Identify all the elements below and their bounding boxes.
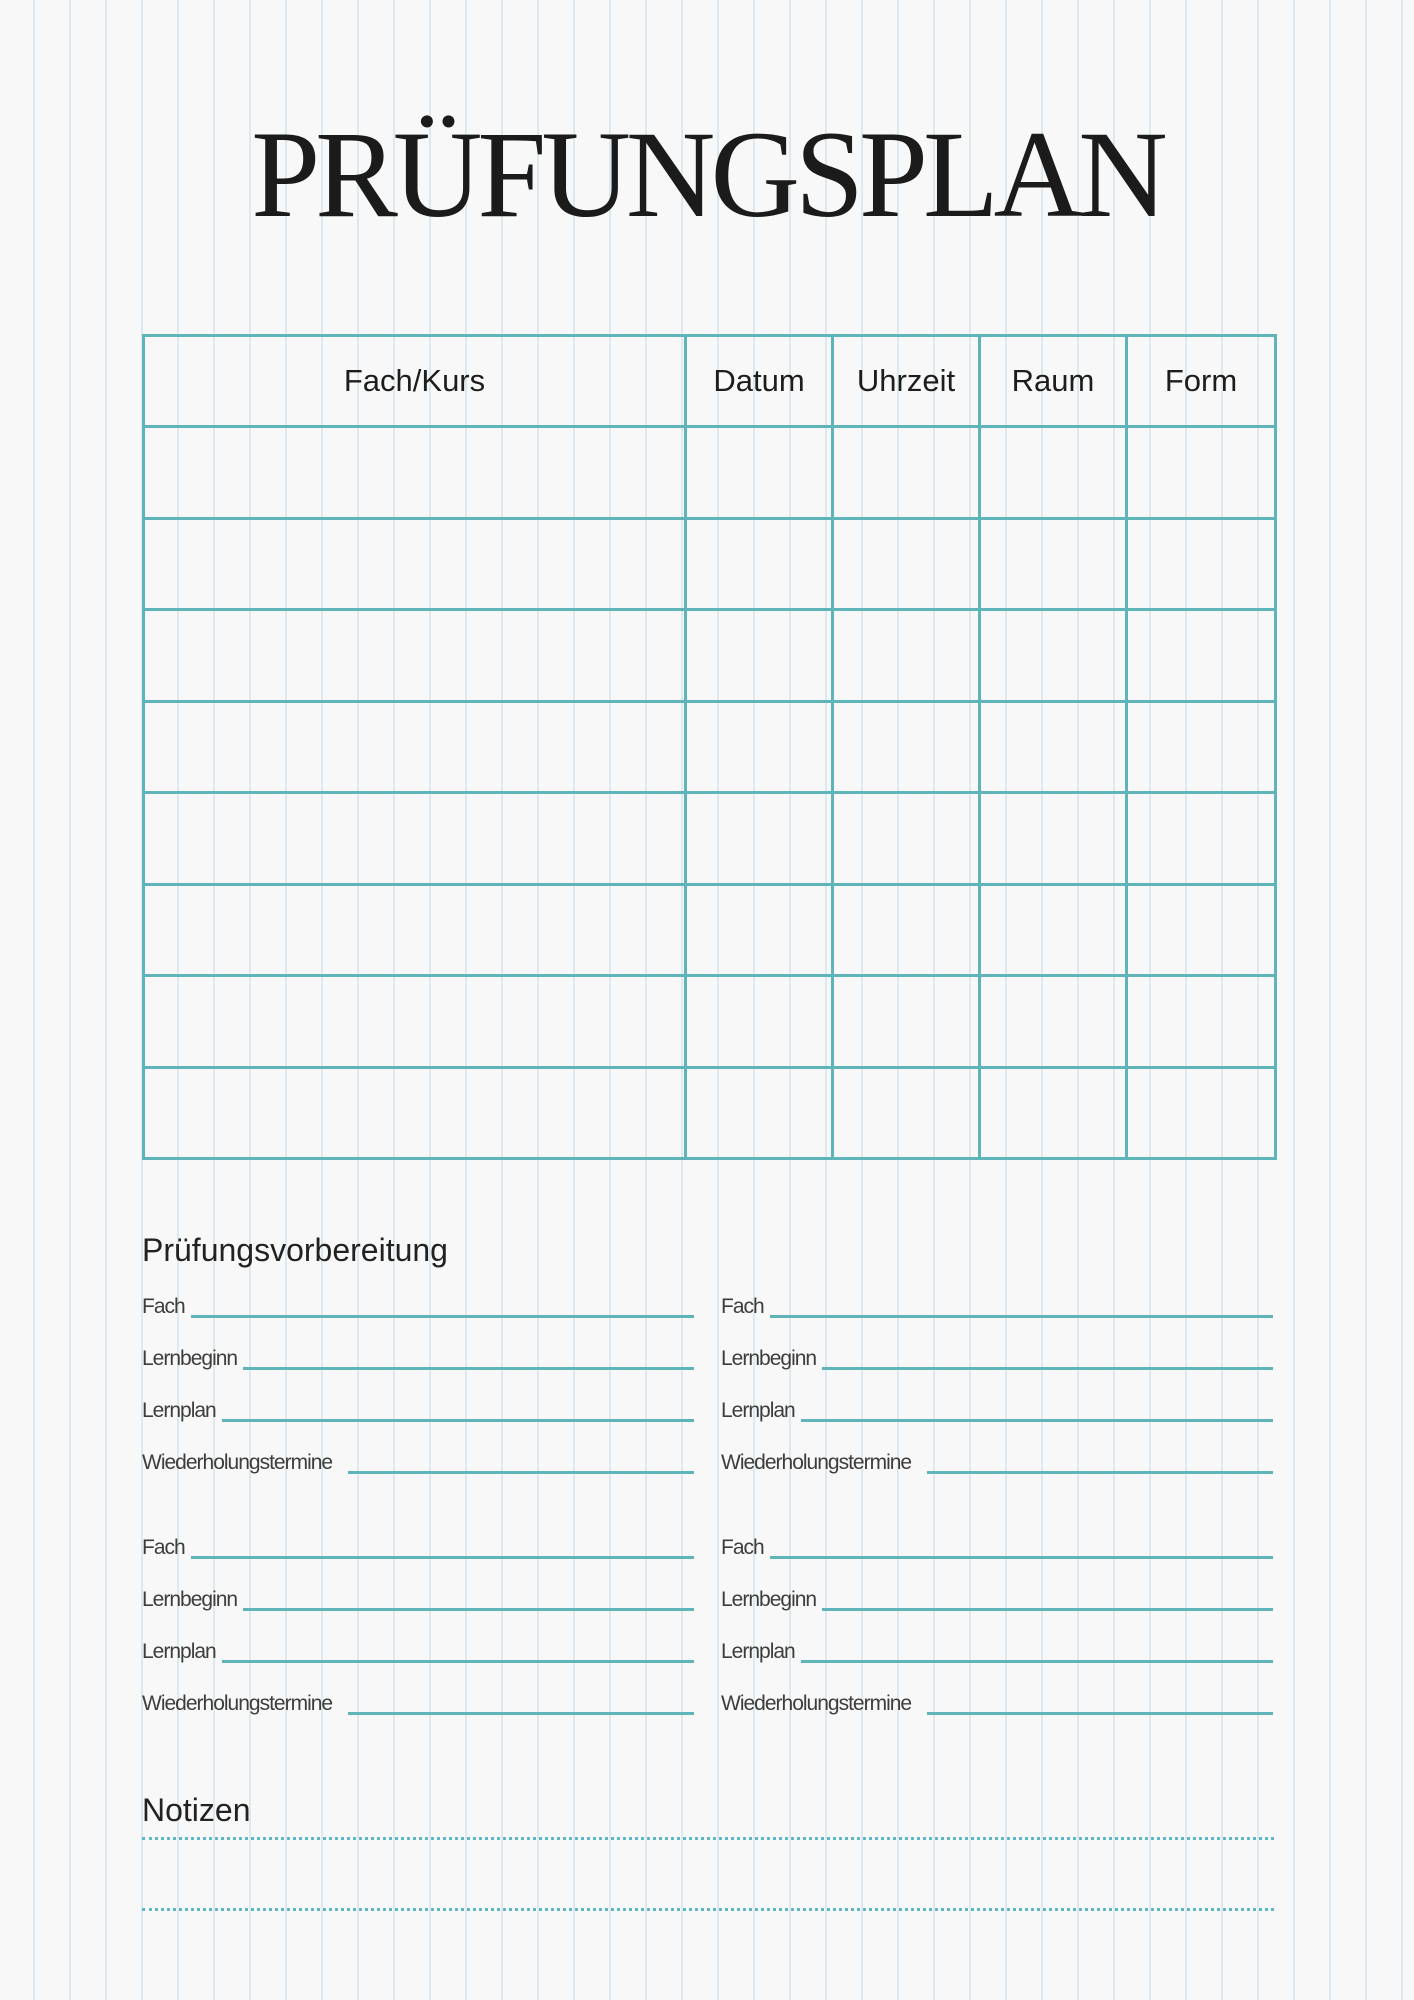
table-cell-room[interactable] bbox=[980, 1067, 1127, 1159]
table-row bbox=[144, 610, 1276, 702]
prep-label: Lernbeginn bbox=[721, 1588, 817, 1611]
prep-label: Lernplan bbox=[721, 1399, 795, 1422]
table-cell-date[interactable] bbox=[686, 427, 833, 519]
prep-field-study-plan[interactable] bbox=[721, 1627, 1273, 1667]
table-row bbox=[144, 884, 1276, 976]
column-header-time: Uhrzeit bbox=[833, 336, 980, 427]
prep-label: Fach bbox=[142, 1295, 185, 1318]
table-cell-date[interactable] bbox=[686, 701, 833, 793]
table-cell-time[interactable] bbox=[833, 884, 980, 976]
prep-field-subject[interactable] bbox=[721, 1523, 1273, 1563]
prep-label: Wiederholungstermine bbox=[142, 1451, 333, 1474]
table-cell-form[interactable] bbox=[1127, 701, 1276, 793]
write-line[interactable] bbox=[243, 1367, 694, 1370]
write-line[interactable] bbox=[348, 1471, 694, 1474]
write-line[interactable] bbox=[222, 1419, 694, 1422]
table-cell-time[interactable] bbox=[833, 610, 980, 702]
preparation-heading: Prüfungsvorbereitung bbox=[142, 1232, 448, 1268]
prep-field-study-start[interactable] bbox=[721, 1334, 1273, 1374]
write-line[interactable] bbox=[191, 1315, 694, 1318]
table-cell-room[interactable] bbox=[980, 884, 1127, 976]
write-line[interactable] bbox=[770, 1556, 1273, 1559]
column-header-date: Datum bbox=[686, 336, 833, 427]
page-title: PRÜFUNGSPLAN bbox=[251, 106, 1163, 243]
exam-schedule-table bbox=[142, 334, 1277, 1160]
table-cell-form[interactable] bbox=[1127, 793, 1276, 885]
table-cell-room[interactable] bbox=[980, 701, 1127, 793]
table-cell-time[interactable] bbox=[833, 976, 980, 1068]
table-cell-time[interactable] bbox=[833, 427, 980, 519]
prep-field-subject[interactable] bbox=[142, 1523, 694, 1563]
table-cell-date[interactable] bbox=[686, 1067, 833, 1159]
prep-label: Wiederholungstermine bbox=[721, 1692, 912, 1715]
prep-label: Wiederholungstermine bbox=[142, 1692, 333, 1715]
table-row bbox=[144, 1067, 1276, 1159]
write-line[interactable] bbox=[801, 1660, 1273, 1663]
write-line[interactable] bbox=[927, 1712, 1273, 1715]
table-cell-subject[interactable] bbox=[144, 610, 686, 702]
write-line[interactable] bbox=[222, 1660, 694, 1663]
prep-label: Lernbeginn bbox=[721, 1347, 817, 1370]
table-cell-form[interactable] bbox=[1127, 976, 1276, 1068]
table-cell-form[interactable] bbox=[1127, 884, 1276, 976]
table-row bbox=[144, 427, 1276, 519]
table-cell-date[interactable] bbox=[686, 976, 833, 1068]
table-cell-subject[interactable] bbox=[144, 884, 686, 976]
table-cell-time[interactable] bbox=[833, 701, 980, 793]
table-cell-form[interactable] bbox=[1127, 518, 1276, 610]
prep-field-study-start[interactable] bbox=[142, 1575, 694, 1615]
prep-label: Fach bbox=[721, 1536, 764, 1559]
table-cell-room[interactable] bbox=[980, 793, 1127, 885]
write-line[interactable] bbox=[348, 1712, 694, 1715]
table-cell-form[interactable] bbox=[1127, 427, 1276, 519]
prep-label: Lernplan bbox=[142, 1399, 216, 1422]
prep-label: Lernbeginn bbox=[142, 1588, 238, 1611]
table-cell-subject[interactable] bbox=[144, 793, 686, 885]
table-cell-subject[interactable] bbox=[144, 518, 686, 610]
table-header-row bbox=[144, 336, 1276, 427]
table-cell-room[interactable] bbox=[980, 610, 1127, 702]
write-line[interactable] bbox=[243, 1608, 694, 1611]
prep-field-study-plan[interactable] bbox=[721, 1386, 1273, 1426]
prep-field-study-start[interactable] bbox=[721, 1575, 1273, 1615]
table-cell-room[interactable] bbox=[980, 976, 1127, 1068]
prep-label: Lernplan bbox=[721, 1640, 795, 1663]
prep-field-review-dates[interactable] bbox=[721, 1438, 1273, 1478]
table-cell-date[interactable] bbox=[686, 884, 833, 976]
table-cell-time[interactable] bbox=[833, 1067, 980, 1159]
prep-field-review-dates[interactable] bbox=[721, 1679, 1273, 1719]
table-cell-time[interactable] bbox=[833, 793, 980, 885]
table-cell-room[interactable] bbox=[980, 518, 1127, 610]
table-cell-room[interactable] bbox=[980, 427, 1127, 519]
notes-line[interactable] bbox=[142, 1908, 1274, 1911]
prep-field-subject[interactable] bbox=[142, 1282, 694, 1322]
table-body bbox=[144, 427, 1276, 1159]
write-line[interactable] bbox=[822, 1367, 1273, 1370]
write-line[interactable] bbox=[927, 1471, 1273, 1474]
prep-field-subject[interactable] bbox=[721, 1282, 1273, 1322]
table-cell-form[interactable] bbox=[1127, 1067, 1276, 1159]
column-header-room: Raum bbox=[980, 336, 1127, 427]
write-line[interactable] bbox=[822, 1608, 1273, 1611]
prep-field-study-start[interactable] bbox=[142, 1334, 694, 1374]
prep-field-study-plan[interactable] bbox=[142, 1386, 694, 1426]
table-cell-subject[interactable] bbox=[144, 976, 686, 1068]
table-cell-date[interactable] bbox=[686, 793, 833, 885]
table-row bbox=[144, 793, 1276, 885]
prep-field-study-plan[interactable] bbox=[142, 1627, 694, 1667]
table-cell-subject[interactable] bbox=[144, 701, 686, 793]
prep-label: Lernbeginn bbox=[142, 1347, 238, 1370]
prep-field-review-dates[interactable] bbox=[142, 1438, 694, 1478]
write-line[interactable] bbox=[801, 1419, 1273, 1422]
table-cell-time[interactable] bbox=[833, 518, 980, 610]
write-line[interactable] bbox=[770, 1315, 1273, 1318]
notes-heading: Notizen bbox=[142, 1792, 251, 1828]
prep-label: Lernplan bbox=[142, 1640, 216, 1663]
prep-field-review-dates[interactable] bbox=[142, 1679, 694, 1719]
table-row bbox=[144, 518, 1276, 610]
notes-line[interactable] bbox=[142, 1837, 1274, 1840]
table-cell-date[interactable] bbox=[686, 610, 833, 702]
column-header-subject: Fach/Kurs bbox=[144, 336, 686, 427]
table-cell-date[interactable] bbox=[686, 518, 833, 610]
prep-label: Fach bbox=[721, 1295, 764, 1318]
table-row bbox=[144, 976, 1276, 1068]
prep-label: Wiederholungstermine bbox=[721, 1451, 912, 1474]
table-cell-subject[interactable] bbox=[144, 1067, 686, 1159]
write-line[interactable] bbox=[191, 1556, 694, 1559]
column-header-form: Form bbox=[1127, 336, 1276, 427]
prep-label: Fach bbox=[142, 1536, 185, 1559]
table-cell-subject[interactable] bbox=[144, 427, 686, 519]
table-row bbox=[144, 701, 1276, 793]
table-cell-form[interactable] bbox=[1127, 610, 1276, 702]
